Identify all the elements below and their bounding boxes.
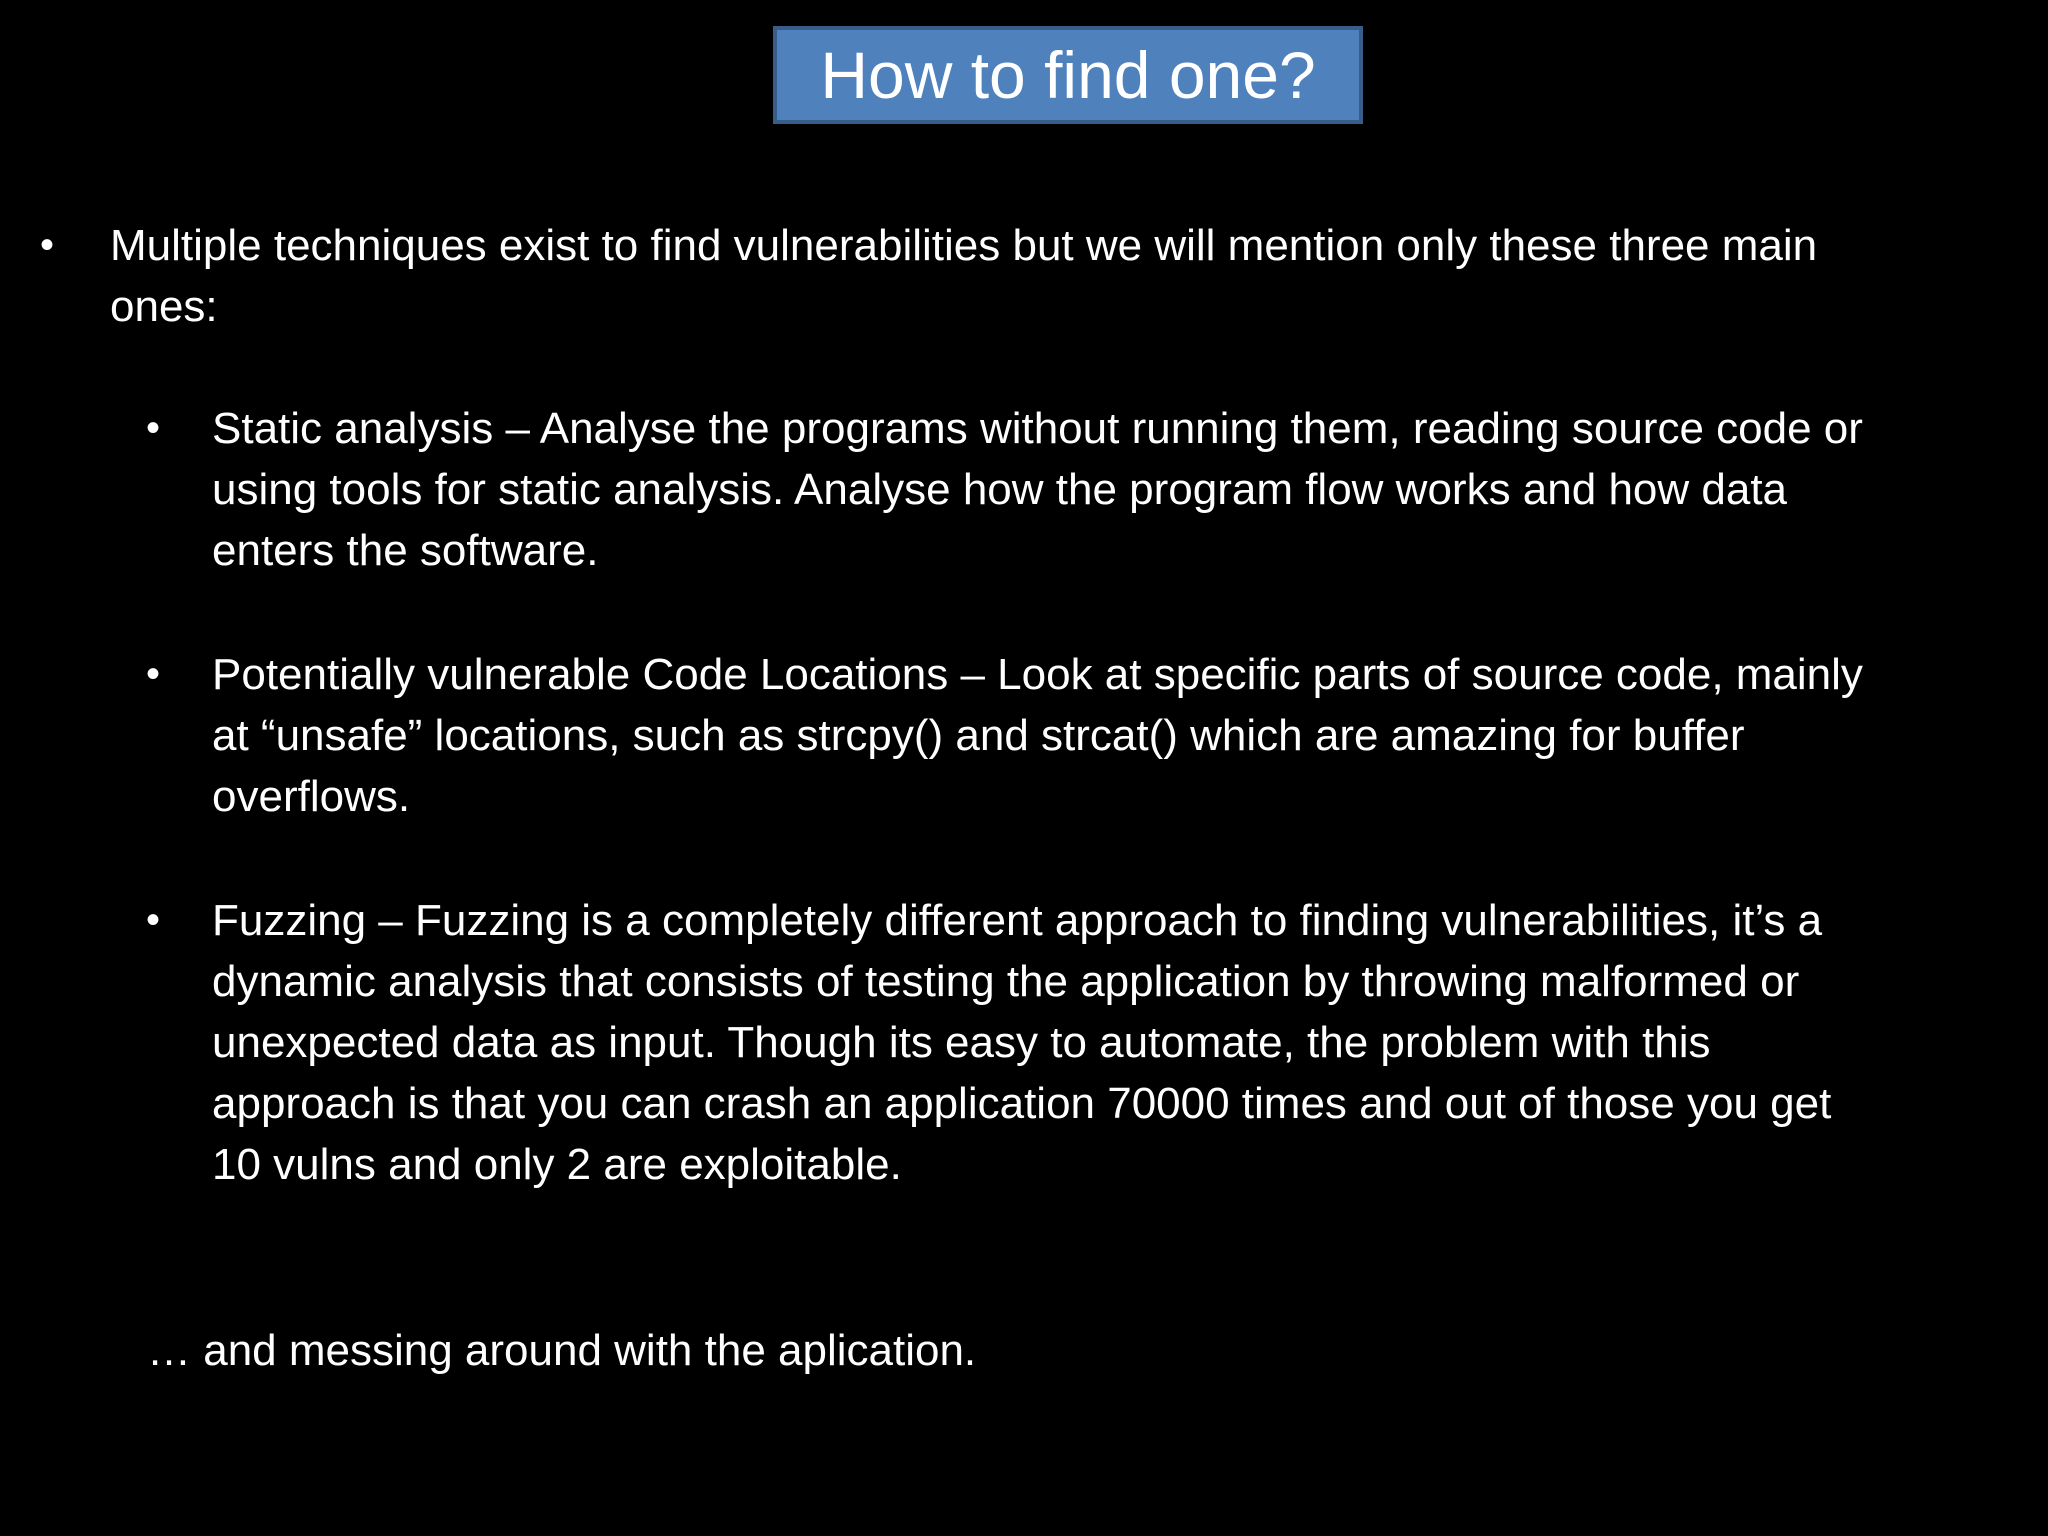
sub-bullet-line: approach is that you can crash an application 70000 times and out of those you get — [212, 1079, 1832, 1128]
bullet-icon: • — [146, 898, 161, 942]
sub-bullet-line: using tools for static analysis. Analyse how the program flow works and how data — [212, 465, 1788, 514]
title-box — [773, 26, 1363, 124]
main-bullet — [40, 215, 2030, 345]
sub-bullet-text — [212, 644, 2024, 827]
bullet-icon: • — [40, 223, 55, 267]
sub-bullet-line: dynamic analysis that consists of testing the application by throwing malformed or — [212, 957, 1800, 1006]
bullet-icon: • — [146, 652, 161, 696]
slide-title: How to find one? — [820, 38, 1316, 112]
sub-bullet-line: unexpected data as input. Though its easy to automate, the problem with this — [212, 1018, 1711, 1067]
sub-bullet-line: overflows. — [212, 772, 411, 821]
sub-bullet-text — [212, 398, 2024, 581]
sub-bullet-line: at “unsafe” locations, such as strcpy() and strcat() which are amazing for buffer — [212, 711, 1745, 760]
main-bullet-line: ones: — [110, 282, 218, 331]
sub-bullet-line: enters the software. — [212, 526, 599, 575]
main-bullet-text — [110, 215, 2030, 337]
sub-bullet-line: Fuzzing – Fuzzing is a completely different approach to finding vulnerabilities, it’s a — [212, 896, 1823, 945]
sub-bullet-fuzzing — [146, 890, 2026, 1200]
sub-bullet-code-locations — [146, 644, 2026, 830]
sub-bullet-line: Potentially vulnerable Code Locations – Look at specific parts of source code, mainly — [212, 650, 1863, 699]
sub-bullet-line: Static analysis – Analyse the programs without running them, reading source code or — [212, 404, 1863, 453]
sub-bullet-text — [212, 890, 2024, 1195]
bullet-icon: • — [146, 406, 161, 450]
main-bullet-line: Multiple techniques exist to find vulnerabilities but we will mention only these three main — [110, 221, 1818, 270]
closing-note: … and messing around with the aplication. — [147, 1326, 977, 1375]
sub-bullet-static-analysis — [146, 398, 2026, 584]
sub-bullet-line: 10 vulns and only 2 are exploitable. — [212, 1140, 902, 1189]
